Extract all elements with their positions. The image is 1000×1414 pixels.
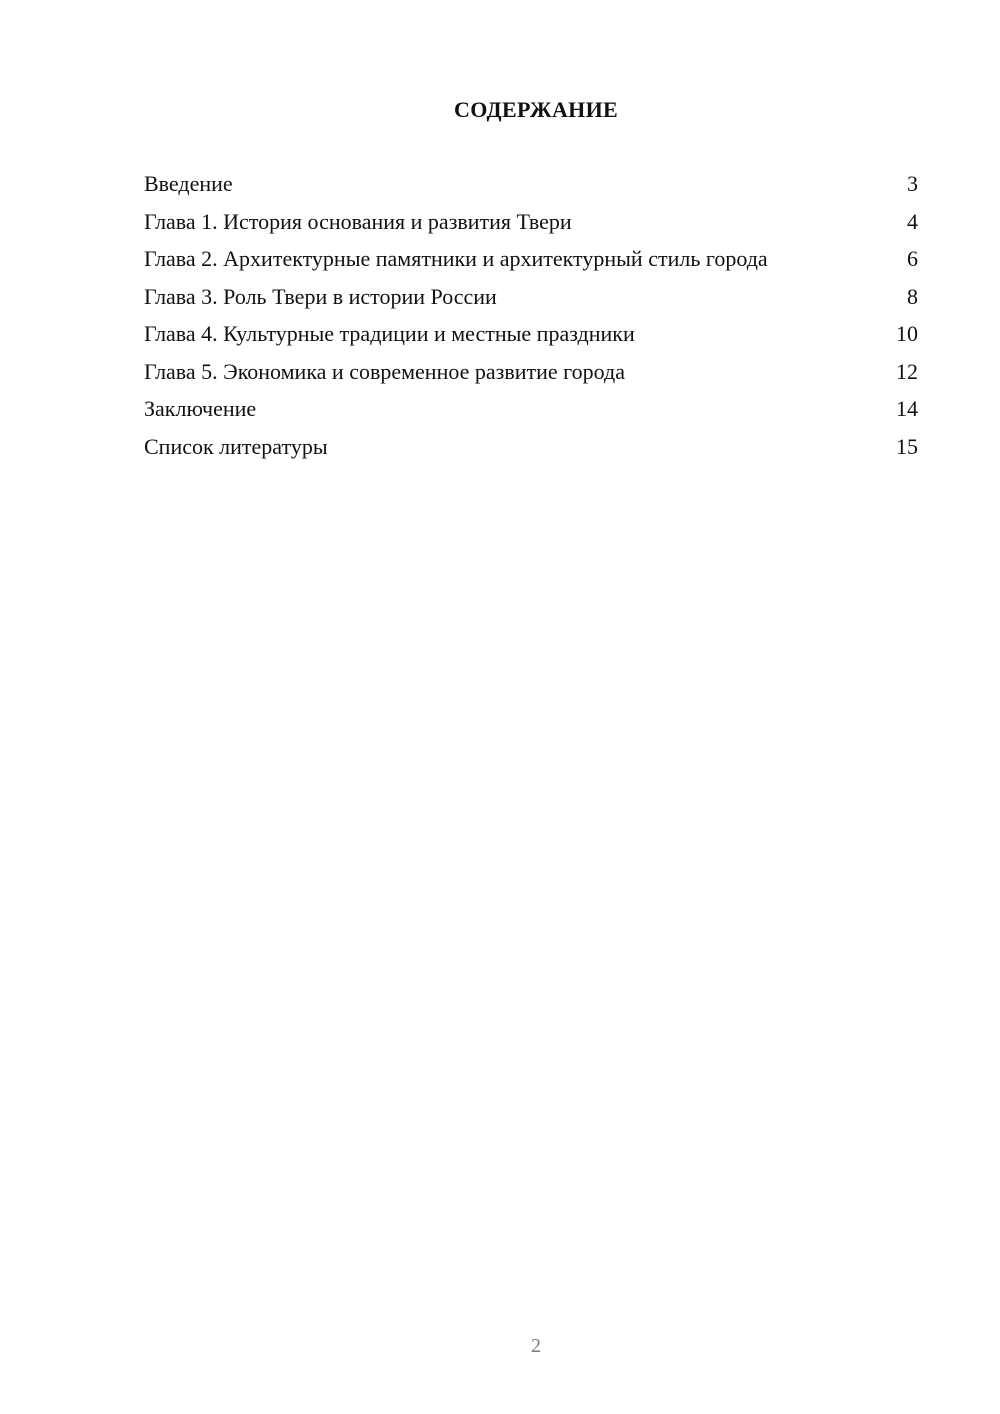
toc-entry-label: Список литературы (144, 433, 328, 459)
page-number: 2 (531, 1335, 541, 1357)
toc-entry-label: Глава 1. История основания и развития Твери (144, 208, 572, 234)
toc-entry-page: 6 (907, 246, 918, 271)
toc-entry-chapter-3[interactable] (144, 283, 918, 310)
toc-entry-page: 3 (907, 171, 918, 196)
toc-entry-page: 15 (896, 433, 918, 459)
toc-entry-chapter-4[interactable] (144, 320, 918, 347)
toc-entry-page: 14 (896, 396, 918, 421)
toc-entry-label: Глава 4. Культурные традиции и местные праздники (144, 321, 635, 346)
toc-entry-label: Введение (144, 171, 233, 196)
toc-entry-page: 8 (907, 283, 918, 309)
toc-entry-page: 4 (907, 208, 918, 234)
toc-entry-label: Глава 2. Архитектурные памятники и архитектурный стиль города (144, 246, 768, 271)
toc-entry-label: Глава 5. Экономика и современное развитие города (144, 358, 625, 384)
toc-entry-introduction[interactable] (144, 170, 918, 197)
toc-entry-conclusion[interactable] (144, 395, 918, 422)
toc-entry-chapter-1[interactable] (144, 208, 918, 235)
toc-heading: СОДЕРЖАНИЕ (454, 97, 618, 122)
toc-entry-label: Глава 3. Роль Твери в истории России (144, 283, 497, 309)
toc-entry-chapter-2[interactable] (144, 245, 918, 272)
toc-entry-label: Заключение (144, 396, 257, 421)
toc-entry-page: 10 (896, 321, 918, 346)
toc-entry-references[interactable] (144, 433, 918, 460)
toc-entry-page: 12 (896, 358, 918, 384)
table-of-contents (144, 170, 918, 470)
toc-entry-chapter-5[interactable] (144, 358, 918, 385)
